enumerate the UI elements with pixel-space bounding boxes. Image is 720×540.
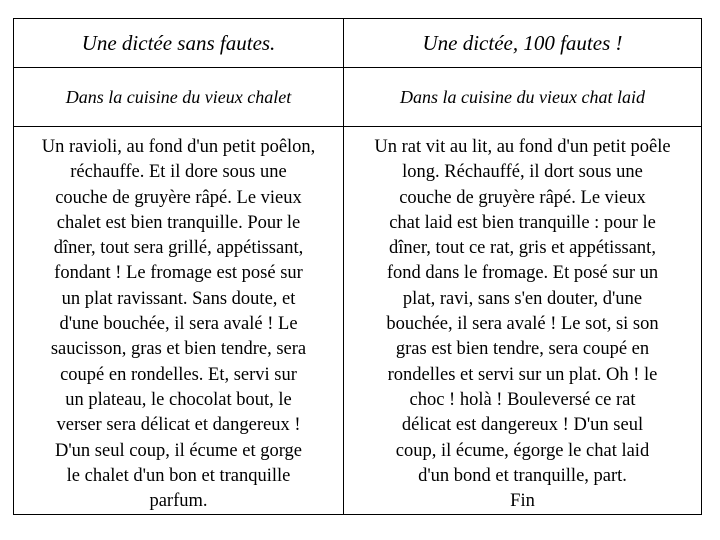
left-title-cell: [14, 19, 344, 68]
right-body-cell: [344, 127, 702, 515]
title-row: [14, 19, 702, 68]
dictation-comparison-table: [13, 18, 702, 515]
right-subtitle: Dans la cuisine du vieux chat laid: [400, 87, 645, 107]
right-title: Une dictée, 100 fautes !: [422, 31, 623, 55]
left-body-cell: [14, 127, 344, 515]
left-subtitle-cell: [14, 68, 344, 127]
left-subtitle: Dans la cuisine du vieux chalet: [65, 87, 292, 107]
right-dictation-text: Un rat vit au lit, au fond d'un petit poêle long. Réchauffé, il dort sous une couche de gruyère râpé. Le vieux chat laid est bien tranquille : pour le dîner, tout ce rat, gris et appétissant, fond dans le fromage. Et posé sur un plat, ravi, sans s'en douter, d'une bouchée, il sera avalé ! Le sot, si son gras est bien tendre, sera coupé en rondelles et servi sur un plat. Oh ! le choc ! holà ! Bouleversé ce rat délicat est dangereux ! D'un seul coup, il écume, égorge le chat laid d'un bond et tranquille, part. Fin: [374, 137, 671, 512]
subtitle-row: [14, 68, 702, 127]
body-row: [14, 127, 702, 515]
right-title-cell: [344, 19, 702, 68]
left-dictation-text: Un ravioli, au fond d'un petit poêlon, réchauffe. Et il dore sous une couche de gruyère râpé. Le vieux chalet est bien tranquille. Pour le dîner, tout sera grillé, appétissant, fondant ! Le fromage est posé sur un plat ravissant. Sans doute, et d'une bouchée, il sera avalé ! Le saucisson, gras et bien tendre, sera coupé en rondelles. Et, servi sur un plateau, le chocolat bout, le verser sera délicat et dangereux ! D'un seul coup, il écume et gorge le chalet d'un bon et tranquille parfum.: [41, 137, 316, 512]
left-title: Une dictée sans fautes.: [81, 31, 276, 55]
right-subtitle-cell: [344, 68, 702, 127]
